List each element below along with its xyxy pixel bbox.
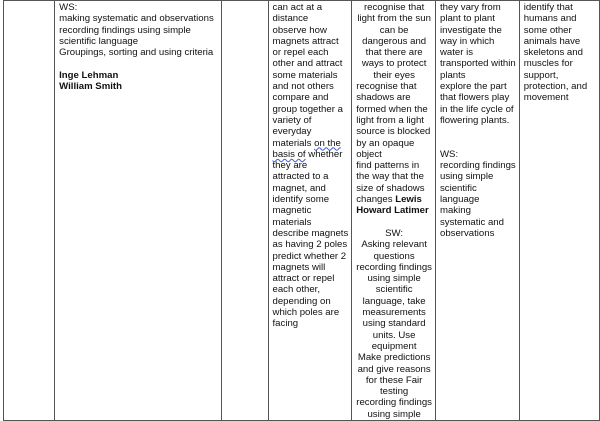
- text-line: using simple: [367, 408, 421, 420]
- text-line: plants: [439, 69, 466, 81]
- text-line: scientific: [375, 284, 413, 296]
- text-line: changes Lewis: [356, 194, 422, 206]
- scientist-name: Lewis: [395, 194, 422, 206]
- text-line: some other: [523, 24, 572, 36]
- scientist-name: Howard Latimer: [356, 205, 429, 217]
- text-line: animals have: [523, 35, 581, 47]
- text-line: or repel each: [272, 47, 329, 59]
- text-line: systematic and: [439, 216, 504, 228]
- text-line: as having 2 poles: [272, 239, 348, 251]
- text-line: recording findings using simple: [59, 24, 191, 36]
- text-line: that there are: [365, 47, 423, 59]
- sw-label: SW:: [385, 227, 404, 239]
- text-line: skeletons and: [523, 47, 583, 59]
- text-line: magnets attract: [272, 35, 339, 47]
- text-line: materials on the: [272, 137, 341, 149]
- text-line: describe magnets: [272, 227, 349, 239]
- text-line: that flowers play: [439, 92, 510, 104]
- text-line: using simple: [367, 273, 421, 285]
- text-line: depending on: [272, 295, 331, 307]
- text-line: other and attract: [272, 58, 343, 70]
- text-line: variety of: [272, 114, 312, 126]
- text-line: light from the sun: [357, 13, 431, 25]
- text-line: which poles are: [272, 307, 340, 319]
- text-line: using simple: [439, 171, 494, 183]
- text-line: magnet, and: [272, 182, 326, 194]
- text-line: plant to plant: [439, 13, 495, 25]
- text-line: predict whether 2: [272, 250, 347, 262]
- text-line: attracted to a: [272, 171, 329, 183]
- text-line: investigate the: [439, 24, 502, 36]
- text-line: measurements: [362, 307, 426, 319]
- text-line: distance: [272, 13, 309, 25]
- text-line: equipment: [371, 340, 417, 352]
- text-line: language: [439, 194, 480, 206]
- text-line: recording findings: [356, 397, 432, 409]
- text-line: group together a: [272, 103, 343, 115]
- text-line: units. Use: [372, 329, 416, 341]
- text-line: source is blocked: [356, 126, 431, 138]
- working-scientifically-cell: [55, 1, 222, 421]
- text-line: materials: [272, 216, 312, 228]
- ws-label: WS:: [59, 2, 78, 13]
- spellcheck-underline: basis of: [272, 148, 306, 160]
- text-line: scientific: [439, 182, 477, 194]
- light-cell: [352, 1, 436, 421]
- text-line: Asking relevant: [361, 239, 427, 251]
- text-line: and not others: [272, 81, 334, 93]
- ws-label: WS:: [439, 148, 459, 160]
- spacer-cell: [222, 1, 268, 421]
- magnets-cell: [268, 1, 352, 421]
- text-line: magnets will: [272, 261, 326, 273]
- text-line: in the life cycle of: [439, 103, 514, 115]
- text-line: size of shadows: [356, 182, 425, 194]
- text-line: transported within: [439, 58, 516, 70]
- text-line: water is: [439, 47, 474, 59]
- text-line: shadows are: [356, 92, 411, 104]
- text-line: making: [439, 205, 471, 217]
- text-line: identify that: [523, 2, 573, 13]
- text-line: for these Fair: [365, 374, 423, 386]
- text-line: humans and: [523, 13, 577, 25]
- spellcheck-underline: on the: [314, 137, 341, 149]
- text-line: using standard: [362, 318, 426, 330]
- text-line: Make predictions: [357, 352, 431, 364]
- text-line: attract or repel: [272, 273, 335, 285]
- text-line: recording findings: [356, 261, 432, 273]
- text-line: questions: [373, 250, 415, 262]
- text-line: they are: [272, 160, 308, 172]
- text-line: magnetic: [272, 205, 312, 217]
- text-line: dangerous and: [362, 35, 427, 47]
- text-line: they vary from: [439, 2, 501, 13]
- text-line: some materials: [272, 69, 338, 81]
- text-line: flowering plants.: [439, 114, 510, 126]
- text-line: object: [356, 148, 382, 160]
- text-line: recording findings: [439, 160, 516, 172]
- text-line: observations: [439, 227, 495, 239]
- empty-cell: [4, 1, 55, 421]
- text-line: compare and: [272, 92, 329, 104]
- scientist-name: William Smith: [59, 81, 122, 93]
- text-line: formed when the: [356, 103, 428, 115]
- text-line: protection, and: [523, 81, 588, 93]
- text-line: explore the part: [439, 81, 507, 93]
- text-line: way in which: [439, 35, 495, 47]
- skeleton-cell: [519, 1, 599, 421]
- text-line: observe how: [272, 24, 327, 36]
- text-line: support,: [523, 69, 559, 81]
- text-line: facing: [272, 318, 299, 330]
- text-line: muscles for: [523, 58, 573, 70]
- text-line: Groupings, sorting and using criteria: [59, 47, 214, 59]
- scientist-name: Inge Lehman: [59, 69, 119, 81]
- curriculum-table: [3, 0, 600, 421]
- text-line: ways to protect: [361, 58, 427, 70]
- text-line: recognise that: [356, 81, 417, 93]
- text-line: light from a light: [356, 114, 424, 126]
- text-line: can be: [379, 24, 409, 36]
- text-line: their eyes: [373, 69, 415, 81]
- text-line: language, take: [362, 295, 426, 307]
- text-line: by an opaque: [356, 137, 415, 149]
- text-line: testing: [379, 386, 409, 398]
- text-line: the way that the: [356, 171, 424, 183]
- text-line: movement: [523, 92, 569, 104]
- text-line: find patterns in: [356, 160, 420, 172]
- text-line: making systematic and observations: [59, 13, 214, 25]
- text-line: can act at a: [272, 2, 323, 13]
- text-line: and give reasons: [357, 363, 431, 375]
- text-line: scientific language: [59, 35, 139, 47]
- text-line: each other,: [272, 284, 320, 296]
- text-line: basis of whether: [272, 148, 343, 160]
- text-line: identify some: [272, 194, 330, 206]
- table-row: [4, 1, 600, 421]
- text-line: everyday: [272, 126, 312, 138]
- plants-cell: [435, 1, 519, 421]
- text-line: recognise that: [363, 2, 425, 13]
